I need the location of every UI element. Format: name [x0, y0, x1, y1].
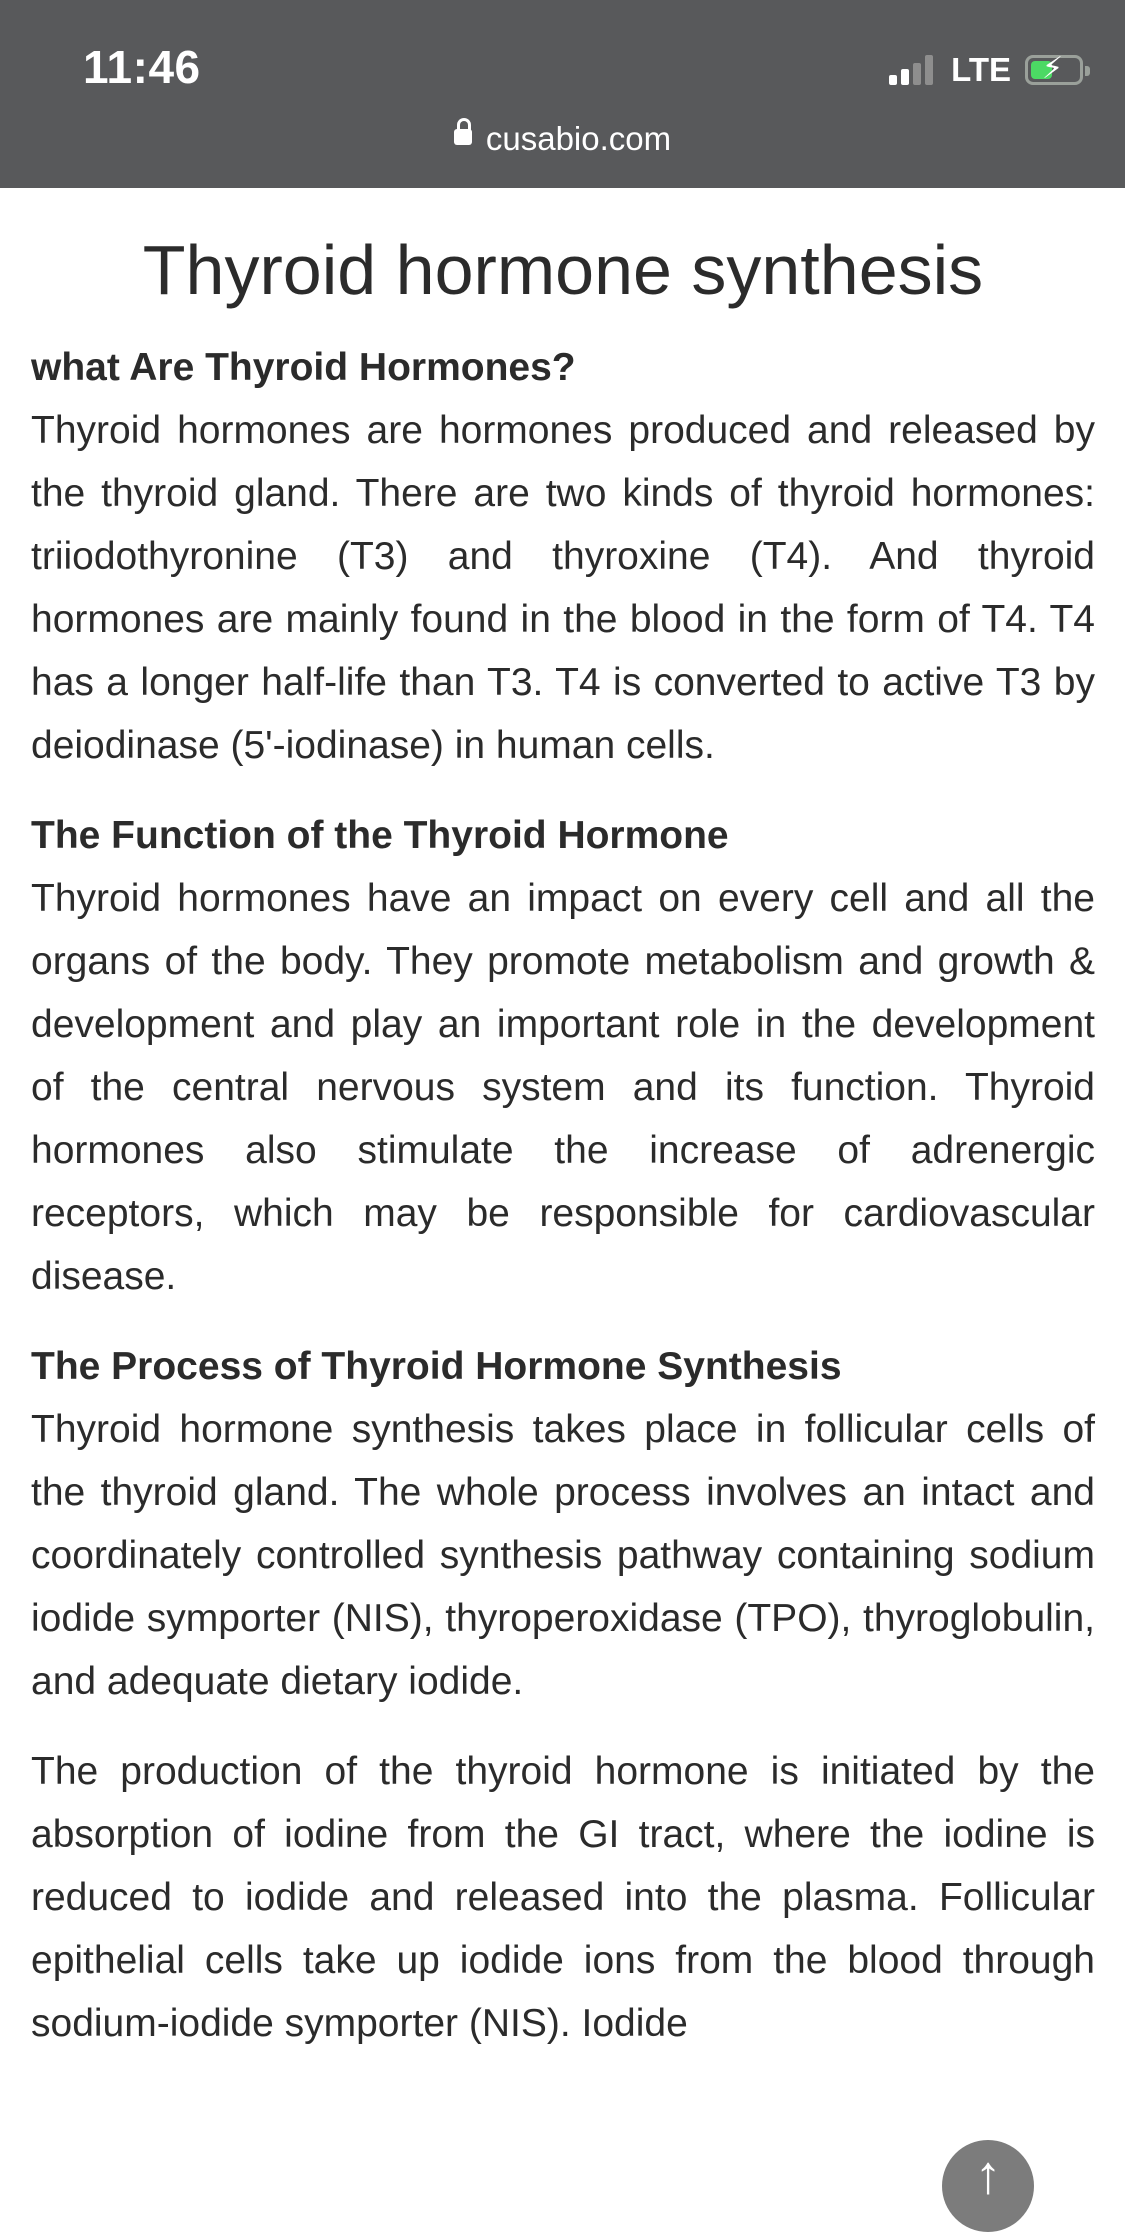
article [31, 188, 1095, 2055]
section-paragraph: Thyroid hormone synthesis takes place in follicular cells of the thyroid gland. The whole process involves an intact and coordinately controlled synthesis pathway containing sodium iodide symporter (NIS), thyroperoxidase (TPO), thyroglobulin, and adequate dietary iodide. [31, 1408, 1095, 1703]
status-indicators [889, 48, 1083, 92]
signal-bar [913, 63, 921, 85]
arrow-up-icon: ↑ [974, 2145, 1002, 2205]
lock-icon [454, 129, 472, 145]
url-text: cusabio.com [485, 120, 672, 157]
section-paragraph: Thyroid hormones are hormones produced and released by the thyroid gland. There are two kinds of thyroid hormones: triiodothyronine (T3) and thyroxine (T4). And thyroid hormones are mainly found in the blood in the form of T4. T4 has a longer half-life than T3. T4 is converted to active T3 by deiodinase (5'-iodinase) in human cells. [31, 409, 1095, 767]
signal-strength-icon [889, 55, 937, 85]
battery-icon [1025, 52, 1083, 85]
signal-bar [901, 69, 909, 85]
charging-bolt-icon: ⚡︎ [1042, 52, 1064, 85]
scroll-to-top-button[interactable] [942, 2140, 1034, 2232]
network-type: LTE [951, 51, 1011, 88]
status-time: 11:46 [83, 41, 201, 93]
section-heading: what Are Thyroid Hormones? [31, 346, 576, 389]
signal-bar [925, 55, 933, 85]
page-title: Thyroid hormone synthesis [142, 231, 984, 309]
section-paragraph: Thyroid hormones have an impact on every cell and all the organs of the body. They promote metabolism and growth & development and play an important role in the development of the central nervous system and its function. Thyroid hormones also stimulate the increase of adrenergic receptors, which may be responsible for cardiovascular disease. [31, 877, 1095, 1298]
signal-bar [889, 75, 897, 85]
section-heading: The Function of the Thyroid Hormone [31, 814, 729, 857]
section-paragraph: The production of the thyroid hormone is initiated by the absorption of iodine from the GI tract, where the iodine is reduced to iodide and released into the plasma. Follicular epithelial cells take up iodide ions from the blood through sodium-iodide symporter (NIS). Iodide [31, 1750, 1095, 2045]
browser-chrome [0, 0, 1125, 188]
battery-cap [1085, 66, 1090, 76]
section-heading: The Process of Thyroid Hormone Synthesis [31, 1345, 842, 1388]
address-bar[interactable] [0, 120, 1125, 158]
